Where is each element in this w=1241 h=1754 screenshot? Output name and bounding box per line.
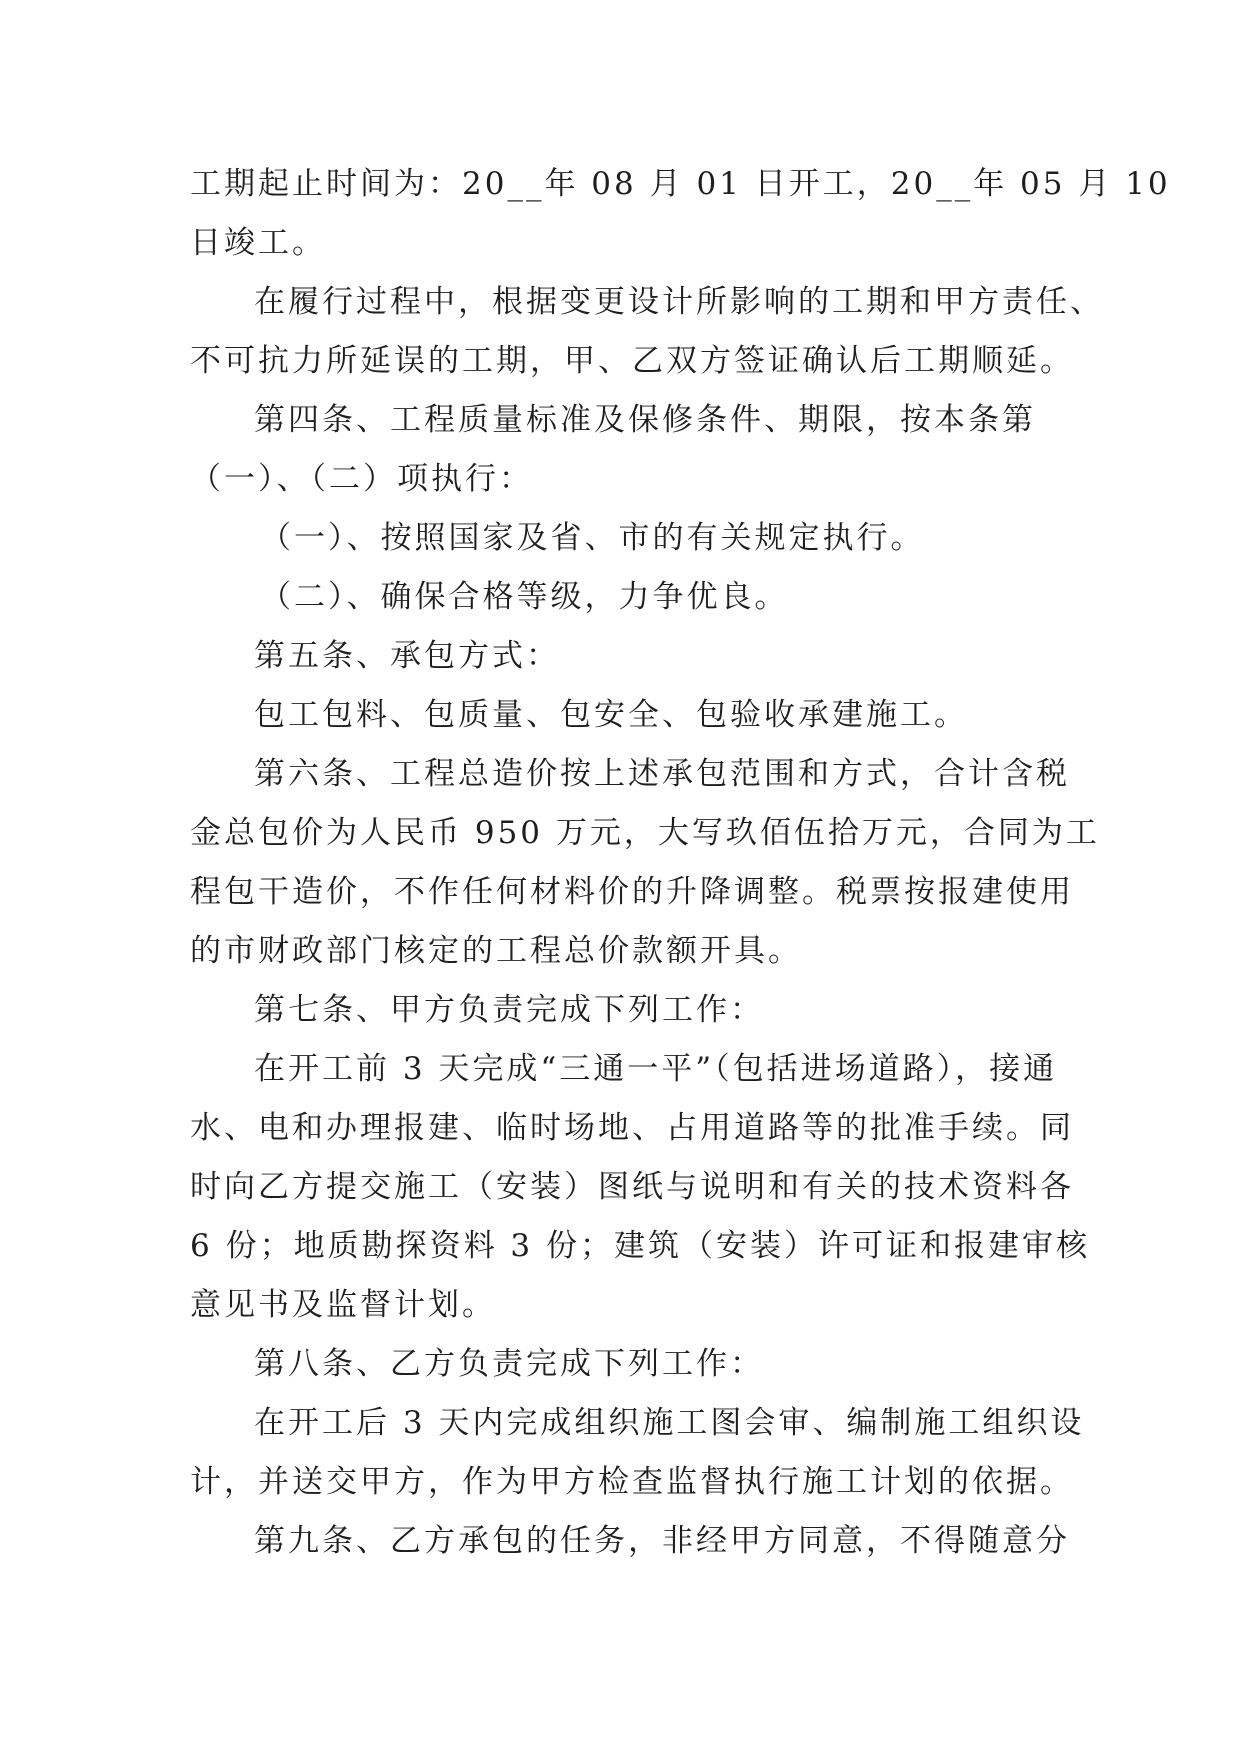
text-line: 第九条、乙方承包的任务，非经甲方同意，不得随意分 — [254, 1523, 1070, 1559]
text-line: 第八条、乙方负责完成下列工作： — [254, 1346, 764, 1382]
text-line: 6 份；地质勘探资料 3 份；建筑（安装）许可证和报建审核 — [190, 1228, 1091, 1264]
text-line: 水、电和办理报建、临时场地、占用道路等的批准手续。同 — [190, 1110, 1074, 1146]
text-line: （一）、（二）项执行： — [190, 461, 533, 497]
text-line: 第六条、工程总造价按上述承包范围和方式，合计含税 — [254, 756, 1070, 792]
text-line: 包工包料、包质量、包安全、包验收承建施工。 — [254, 697, 968, 733]
text-line: 第七条、甲方负责完成下列工作： — [254, 992, 764, 1028]
text-line: 日竣工。 — [190, 225, 326, 261]
text-line: 在开工前 3 天完成“三通一平”（包括进场道路），接通 — [254, 1051, 1058, 1087]
text-line: 意见书及监督计划。 — [190, 1287, 496, 1323]
text-line: 金总包价为人民币 950 万元，大写玖佰伍拾万元，合同为工 — [190, 815, 1100, 851]
text-line: 在开工后 3 天内完成组织施工图会审、编制施工组织设 — [254, 1405, 1085, 1441]
text-line: 的市财政部门核定的工程总价款额开具。 — [190, 933, 802, 969]
text-line: 第五条、承包方式： — [254, 638, 560, 674]
text-line: 工期起止时间为：20__年 08 月 01 日开工，20__年 05 月 10 — [190, 166, 1171, 202]
text-line: 计，并送交甲方，作为甲方检查监督执行施工计划的依据。 — [190, 1464, 1074, 1500]
text-line: 不可抗力所延误的工期，甲、乙双方签证确认后工期顺延。 — [190, 343, 1074, 379]
contract-text — [190, 155, 1171, 1571]
text-line: 程包干造价，不作任何材料价的升降调整。税票按报建使用 — [190, 874, 1074, 910]
text-line: 在履行过程中，根据变更设计所影响的工期和甲方责任、 — [254, 284, 1104, 320]
text-line: （二）、确保合格等级，力争优良。 — [260, 579, 789, 615]
text-line: 时向乙方提交施工（安装）图纸与说明和有关的技术资料各 — [190, 1169, 1074, 1205]
text-line: 第四条、工程质量标准及保修条件、期限，按本条第 — [254, 402, 1036, 438]
text-line: （一）、按照国家及省、市的有关规定执行。 — [260, 520, 925, 556]
